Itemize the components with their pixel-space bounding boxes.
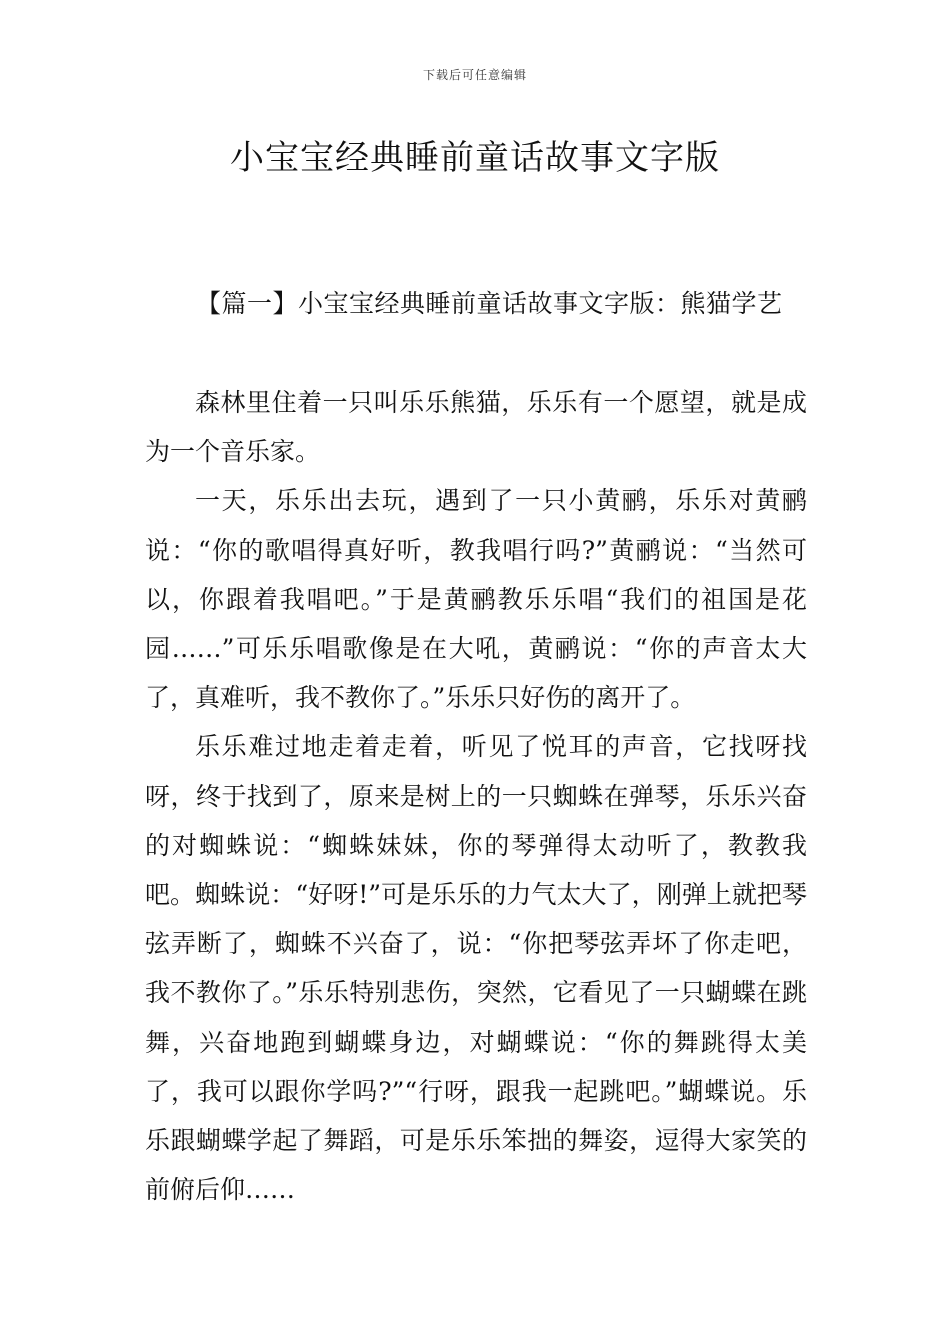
paragraph: 乐乐难过地走着走着，听见了悦耳的声音，它找呀找呀，终于找到了，原来是树上的一只蜘蛛在弹琴，乐乐兴奋的对蜘蛛说：“蜘蛛妹妹，你的琴弹得太动听了，教教我吧。蜘蛛说：“好呀!”可是乐乐的力气太大了，刚弹上就把琴弦弄断了，蜘蛛不兴奋了，说：“你把琴弦弄坏了你走吧，我不教你了。”乐乐特别悲伤，突然，它看见了一只蝴蝶在跳舞，兴奋地跑到蝴蝶身边，对蝴蝶说：“你的舞跳得太美了，我可以跟你学吗?”“行呀，跟我一起跳吧。”蝴蝶说。乐乐跟蝴蝶学起了舞蹈，可是乐乐笨拙的舞姿，逗得大家笑的前俯后仰…… — [145, 732, 807, 1205]
paragraph: 一天，乐乐出去玩，遇到了一只小黄鹂，乐乐对黄鹂说：“你的歌唱得真好听，教我唱行吗?”黄鹂说：“当然可以，你跟着我唱吧。”于是黄鹂教乐乐唱“我们的祖国是花园……”可乐乐唱歌像是在大吼，黄鹂说：“你的声音太大了，真难听，我不教你了。”乐乐只好伤的离开了。 — [145, 486, 807, 713]
document-title: 小宝宝经典睡前童话故事文字版 — [230, 138, 720, 178]
header-note: 下载后可任意编辑 — [422, 68, 527, 82]
section-heading: 【篇一】小宝宝经典睡前童话故事文字版：熊猫学艺 — [196, 289, 783, 318]
story-body — [145, 378, 807, 1214]
paragraph: 森林里住着一只叫乐乐熊猫，乐乐有一个愿望，就是成为一个音乐家。 — [145, 388, 807, 467]
